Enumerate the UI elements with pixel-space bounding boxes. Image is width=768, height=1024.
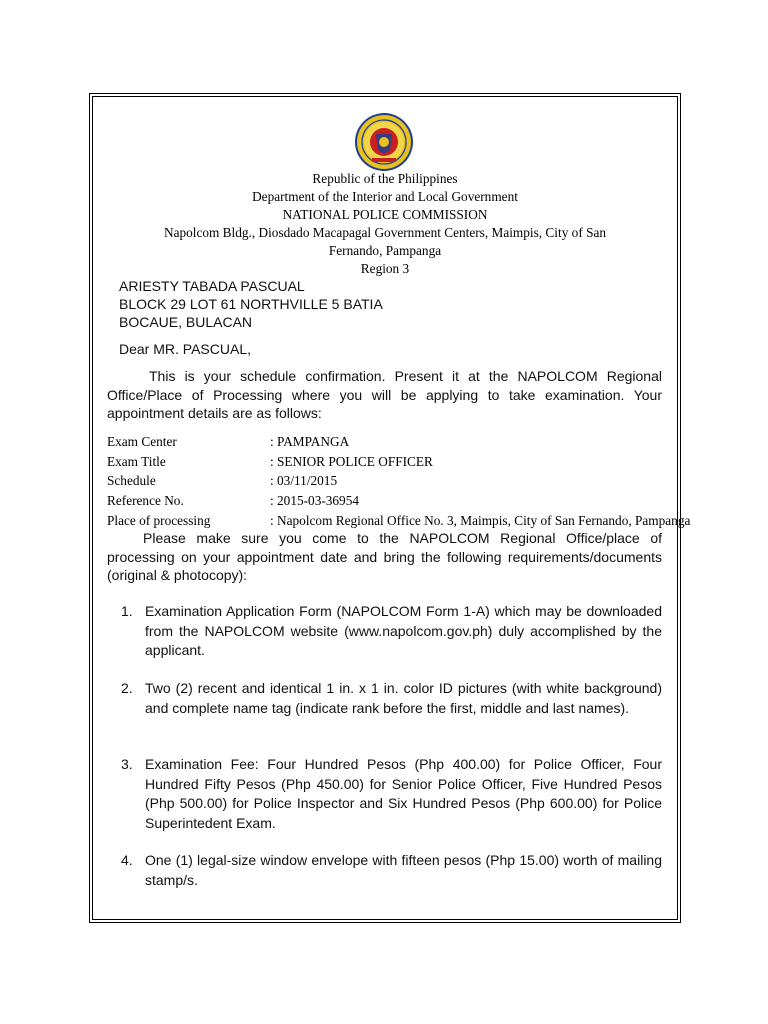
requirement-text: Examination Application Form (NAPOLCOM Form 1-A) which may be downloaded from the NAPOLCOM website (www.napolcom.gov.ph) duly accomplished by the applicant. [145, 603, 662, 658]
requirement-number: 2. [121, 680, 133, 696]
detail-value: : PAMPANGA [270, 434, 350, 449]
requirement-text: Two (2) recent and identical 1 in. x 1 in. color ID pictures (with white background) and complete name tag (indicate rank before the first, middle and last names). [145, 680, 662, 716]
header-line-city: Fernando, Pampanga [328, 243, 442, 258]
header-line-napolcom: NATIONAL POLICE COMMISSION [282, 207, 488, 222]
requirement-item [121, 602, 662, 661]
detail-value: : SENIOR POLICE OFFICER [270, 453, 433, 469]
salutation: Dear MR. PASCUAL, [119, 341, 251, 357]
napolcom-seal-icon [354, 112, 414, 172]
requirement-text: Examination Fee: Four Hundred Pesos (Php 400.00) for Police Officer, Four Hundred Fifty Pesos (Php 450.00) for Senior Police Officer, Five Hundred Pesos (Php 500.00) for Police Inspector and Six Hundred Pesos (Php 600.00) for Police Superintedent Exam. [145, 756, 662, 831]
detail-label: Exam Title [107, 453, 166, 469]
requirement-text: One (1) legal-size window envelope with fifteen pesos (Php 15.00) worth of mailing stamp/s. [145, 852, 662, 888]
detail-label: Schedule [107, 473, 156, 488]
detail-value: : 2015-03-36954 [270, 492, 360, 508]
requirement-item [121, 851, 662, 890]
detail-label: Reference No. [107, 492, 184, 508]
recipient-name: ARIESTY TABADA PASCUAL [119, 278, 305, 294]
header-line-dilg: Department of the Interior and Local Government [252, 189, 518, 204]
detail-value: : Napolcom Regional Office No. 3, Maimpis, City of San Fernando, Pampanga [270, 513, 691, 528]
instructions-paragraph: Please make sure you come to the NAPOLCOM Regional Office/place of processing on your appointment date and bring the following requirements/documents (original & photocopy): [107, 530, 662, 583]
requirement-item [121, 755, 662, 833]
detail-label: Exam Center [107, 434, 177, 449]
requirement-number: 3. [121, 756, 133, 772]
detail-value: : 03/11/2015 [270, 473, 338, 488]
requirement-number: 4. [121, 852, 133, 868]
requirement-item [121, 679, 662, 718]
detail-label: Place of processing [107, 513, 211, 528]
header-line-region: Region 3 [360, 261, 410, 276]
intro-paragraph: This is your schedule confirmation. Present it at the NAPOLCOM Regional Office/Place of Processing where you will be applying to take examination. Your appointment details are as follows: [107, 368, 662, 421]
recipient-address-1: BLOCK 29 LOT 61 NORTHVILLE 5 BATIA [119, 296, 383, 312]
header-line-republic: Republic of the Philippines [312, 171, 458, 186]
header-line-address: Napolcom Bldg., Diosdado Macapagal Government Centers, Maimpis, City of San [163, 225, 607, 240]
recipient-address-2: BOCAUE, BULACAN [119, 314, 253, 330]
requirement-number: 1. [121, 603, 133, 619]
